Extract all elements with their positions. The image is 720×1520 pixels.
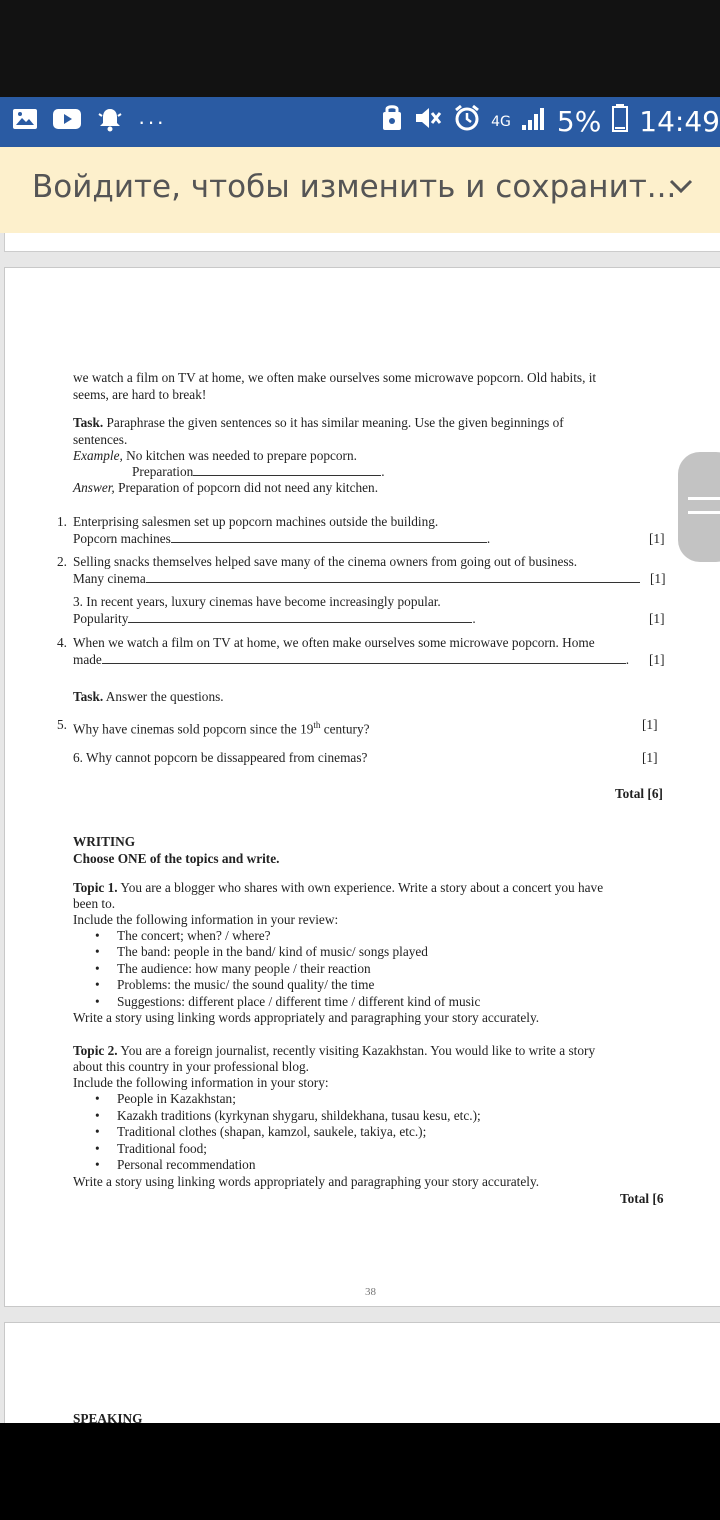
bottom-black-bar <box>0 1423 720 1520</box>
security-icon <box>381 104 403 139</box>
document-viewer[interactable] <box>0 233 720 1423</box>
question-start: Many cinema <box>73 571 640 587</box>
mark: [1] <box>642 750 658 765</box>
document-page <box>4 267 720 1307</box>
question-text: Enterprising salesmen set up popcorn machines outside the building. <box>73 514 439 529</box>
page-number: 38 <box>365 1286 376 1298</box>
more-notifications-icon: ··· <box>138 108 166 134</box>
top-black-bar <box>0 0 720 97</box>
clock-time: 14:49 <box>639 105 720 138</box>
list-item: • People in Kazakhstan; <box>117 1091 236 1107</box>
intro-line: seems, are hard to break! <box>73 387 207 402</box>
next-page <box>4 1322 720 1423</box>
task-answer: Task. Answer the questions. <box>73 689 224 704</box>
question-number: 5. <box>57 717 67 732</box>
network-type-label: 4G <box>491 113 511 130</box>
alarm-bell-icon <box>96 106 124 137</box>
list-item: • The concert; when? / where? <box>117 928 271 944</box>
task-paraphrase: Task. Paraphrase the given sentences so it has similar meaning. Use the given beginnings of <box>73 415 564 430</box>
list-item: • Suggestions: different place / different time / different kind of music <box>117 994 480 1010</box>
topic-2-include: Include the following information in your story: <box>73 1075 329 1090</box>
section-subtitle: Choose ONE of the topics and write. <box>73 851 280 866</box>
list-item: • The audience: how many people / their reaction <box>117 961 371 977</box>
task-paraphrase-cont: sentences. <box>73 432 128 447</box>
battery-percent: 5% <box>556 105 602 138</box>
mark: [1] <box>649 652 665 667</box>
section-title: WRITING <box>73 834 136 849</box>
question-text: Why have cinemas sold popcorn since the 19th century? <box>73 720 370 737</box>
sign-in-banner[interactable] <box>0 147 720 233</box>
banner-text: Войдите, чтобы изменить и сохранит... <box>32 169 677 205</box>
status-bar <box>0 97 720 147</box>
topic-1-write: Write a story using linking words appropriately and paragraphing your story accurately. <box>73 1010 540 1025</box>
signal-icon <box>521 105 547 138</box>
example-line: Example, No kitchen was needed to prepare popcorn. <box>73 448 357 463</box>
topic-1: Topic 1. You are a blogger who shares with own experience. Write a story about a concert you have <box>73 880 604 895</box>
topic-1-cont: been to. <box>73 896 116 911</box>
total-score: Total [6] <box>615 786 663 801</box>
question-text: 3. In recent years, luxury cinemas have become increasingly popular. <box>73 594 441 609</box>
mark: [1] <box>642 717 658 732</box>
list-item: • Problems: the music/ the sound quality/ the time <box>117 977 374 993</box>
list-item: • Traditional clothes (shapan, kamzol, saukele, takiya, etc.); <box>117 1124 426 1140</box>
question-number: 1. <box>57 514 67 529</box>
list-item: • The band: people in the band/ kind of music/ songs played <box>117 944 428 960</box>
mark: [1] <box>650 571 666 586</box>
section-title: SPEAKING <box>73 1411 143 1423</box>
question-start: made . <box>73 652 630 667</box>
youtube-icon <box>52 107 82 136</box>
topic-2: Topic 2. You are a foreign journalist, recently visiting Kazakhstan. You would like to write a story <box>73 1043 596 1058</box>
intro-line: we watch a film on TV at home, we often make ourselves some microwave popcorn. Old habits, it <box>73 370 597 385</box>
question-text: 6. Why cannot popcorn be dissappeared from cinemas? <box>73 750 368 765</box>
question-number: 4. <box>57 635 67 650</box>
list-item: • Personal recommendation <box>117 1157 255 1173</box>
list-item: • Kazakh traditions (kyrkynan shygaru, shildekhana, tusau kesu, etc.); <box>117 1108 481 1124</box>
question-text: When we watch a film on TV at home, we often make ourselves some microwave popcorn. Home <box>73 635 595 650</box>
topic-2-write: Write a story using linking words appropriately and paragraphing your story accurately. <box>73 1174 540 1189</box>
previous-page <box>4 233 720 252</box>
question-number: 2. <box>57 554 67 569</box>
topic-1-include: Include the following information in your review: <box>73 912 339 927</box>
question-start: Popcorn machines . <box>73 531 491 546</box>
topic-2-cont: about this country in your professional blog. <box>73 1059 309 1074</box>
question-start: Popularity . <box>73 611 476 626</box>
mark: [1] <box>649 611 665 626</box>
gallery-icon <box>12 107 38 136</box>
answer-line: Answer, Preparation of popcorn did not need any kitchen. <box>73 480 379 495</box>
alarm-clock-icon <box>453 104 481 139</box>
chevron-down-icon[interactable] <box>668 177 694 200</box>
list-item: • Traditional food; <box>117 1141 207 1157</box>
scroll-handle[interactable] <box>678 452 720 562</box>
mute-icon <box>413 104 443 139</box>
total-score: Total [6 <box>620 1191 664 1206</box>
question-text: Selling snacks themselves helped save many of the cinema owners from going out of business. <box>73 554 578 569</box>
example-start: Preparation . <box>132 464 385 479</box>
battery-icon <box>611 103 629 140</box>
mark: [1] <box>649 531 665 546</box>
